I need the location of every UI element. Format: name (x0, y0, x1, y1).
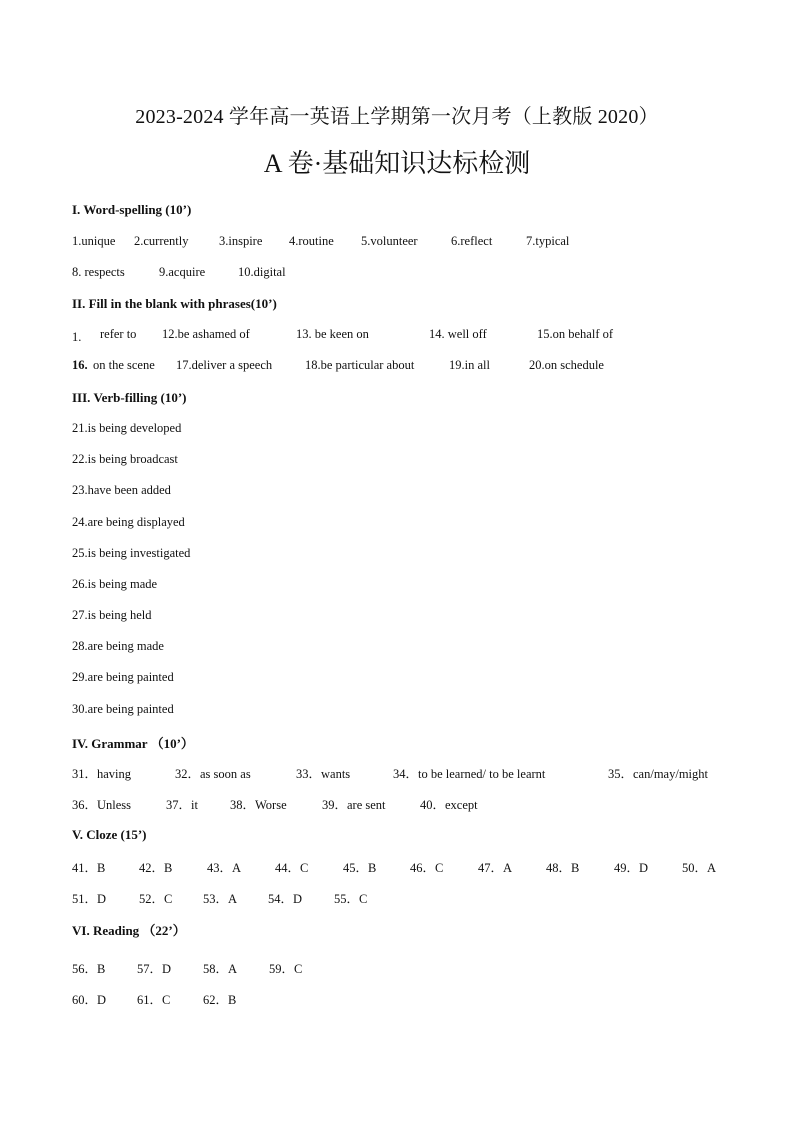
answer-item: 5.volunteer (361, 234, 418, 248)
answer-item: 54．D (268, 892, 303, 906)
answer-item: 37．it (166, 798, 198, 812)
answer-number: 1. (72, 330, 82, 344)
answer-item: 7.typical (526, 234, 570, 248)
answer-item: 28.are being made (72, 639, 164, 653)
answer-item: 30.are being painted (72, 702, 174, 716)
answer-item: 15.on behalf of (537, 327, 614, 341)
answer-item: 29.are being painted (72, 670, 174, 684)
answer-item: 3.inspire (219, 234, 263, 248)
answer-item: 25.is being investigated (72, 546, 191, 560)
answer-item: 46．C (410, 861, 444, 875)
answer-item: 56．B (72, 962, 106, 976)
answer-item: 6.reflect (451, 234, 493, 248)
answer-item: 13. be keen on (296, 327, 369, 341)
answer-item: 45．B (343, 861, 377, 875)
answer-item: 19.in all (449, 358, 490, 372)
answer-item: on the scene (93, 358, 155, 372)
answer-item: 41．B (72, 861, 106, 875)
answer-item: 24.are being displayed (72, 515, 185, 529)
answer-item: 58．A (203, 962, 238, 976)
answer-item: 40．except (420, 798, 478, 812)
section-heading-phrases: II. Fill in the blank with phrases(10’) (72, 296, 277, 311)
answer-item: 62．B (203, 993, 237, 1007)
answer-item: 39．are sent (322, 798, 386, 812)
page-subtitle: A 卷·基础知识达标检测 (263, 149, 531, 178)
section-heading-verb-filling: III. Verb-filling (10’) (72, 390, 187, 405)
section-heading-word-spelling: I. Word-spelling (10’) (72, 202, 192, 217)
answer-item: 48．B (546, 861, 580, 875)
page-title: 2023-2024 学年高一英语上学期第一次月考（上教版 2020） (135, 106, 659, 128)
answer-item: refer to (100, 327, 137, 341)
answer-item: 14. well off (429, 327, 487, 341)
answer-item: 53．A (203, 892, 238, 906)
answer-item: 42．B (139, 861, 173, 875)
answer-item: 23.have been added (72, 483, 171, 497)
answer-item: 59．C (269, 962, 303, 976)
answer-item: 10.digital (238, 265, 286, 279)
answer-item: 18.be particular about (305, 358, 415, 372)
section-heading-grammar: IV. Grammar （10’） (72, 736, 194, 751)
answer-item: 55．C (334, 892, 368, 906)
answer-item: 49．D (614, 861, 649, 875)
answer-item: 26.is being made (72, 577, 158, 591)
answer-item: 1.unique (72, 234, 116, 248)
answer-item: 60．D (72, 993, 107, 1007)
answer-item: 32．as soon as (175, 767, 251, 781)
answer-item: 47．A (478, 861, 513, 875)
answer-item: 12.be ashamed of (162, 327, 250, 341)
answer-item: 36．Unless (72, 798, 132, 812)
answer-item: 17.deliver a speech (176, 358, 273, 372)
section-heading-reading: VI. Reading （22’） (72, 923, 186, 938)
answer-item: 35．can/may/might (608, 767, 708, 781)
answer-item: 21.is being developed (72, 421, 182, 435)
answer-item: 38．Worse (230, 798, 287, 812)
answer-item: 52．C (139, 892, 173, 906)
answer-item: 44．C (275, 861, 309, 875)
answer-item: 33．wants (296, 767, 351, 781)
section-heading-cloze: V. Cloze (15’) (72, 827, 147, 842)
answer-item: 50．A (682, 861, 717, 875)
answer-item: 31．having (72, 767, 132, 781)
answer-item: 51．D (72, 892, 107, 906)
answer-item: 27.is being held (72, 608, 152, 622)
answer-item: 9.acquire (159, 265, 206, 279)
answer-item: 34．to be learned/ to be learnt (393, 767, 546, 781)
answer-item: 61．C (137, 993, 171, 1007)
answer-item: 57．D (137, 962, 172, 976)
answer-item: 2.currently (134, 234, 189, 248)
answer-item: 43．A (207, 861, 242, 875)
answer-item: 20.on schedule (529, 358, 604, 372)
answer-item: 4.routine (289, 234, 334, 248)
answer-item: 22.is being broadcast (72, 452, 178, 466)
answer-item: 8. respects (72, 265, 125, 279)
answer-number: 16. (72, 358, 88, 372)
